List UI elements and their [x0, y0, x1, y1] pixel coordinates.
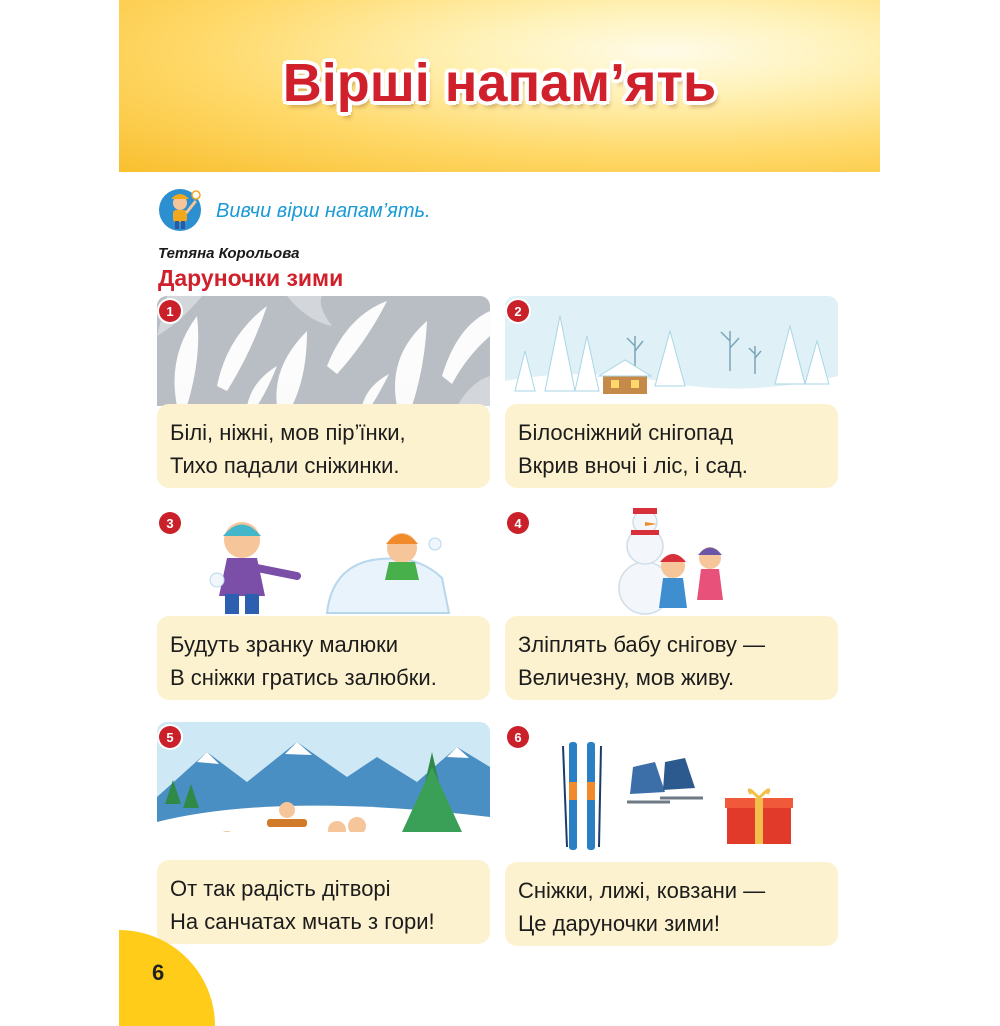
- verse-line: Тихо падали сніжинки.: [170, 453, 400, 478]
- stanza-number-badge: 6: [507, 726, 529, 748]
- verse-line: Зліплять бабу снігову —: [518, 632, 766, 657]
- winter-gifts-illustration: [505, 722, 838, 852]
- verse-line: Білосніжний снігопад: [518, 420, 734, 445]
- stanza-card-3: [157, 508, 490, 718]
- poem-title: Даруночки зими: [158, 265, 344, 291]
- snowman-illustration: [505, 508, 838, 618]
- stanza-number-badge: 1: [159, 300, 181, 322]
- stanza-text: [157, 860, 490, 944]
- stanza-number-badge: 3: [159, 512, 181, 534]
- verse-line: Величезну, мов живу.: [518, 665, 735, 690]
- stanza-card-5: [157, 722, 490, 932]
- mascot-boy-icon: [158, 186, 202, 232]
- stanza-text: [505, 404, 838, 488]
- verse-line: На санчатах мчать з гори!: [170, 909, 435, 934]
- stanza-number-badge: 5: [159, 726, 181, 748]
- sledding-illustration: [157, 722, 490, 832]
- feathers-illustration: [157, 296, 490, 406]
- stanza-card-1: [157, 296, 490, 506]
- stanza-text: [505, 616, 838, 700]
- stanza-number-badge: 2: [507, 300, 529, 322]
- stanza-text: [505, 862, 838, 946]
- stanza-text: [157, 404, 490, 488]
- verse-line: От так радість дітворі: [170, 876, 391, 901]
- stanza-card-4: [505, 508, 838, 718]
- verse-line: В сніжки гратись залюбки.: [170, 665, 437, 690]
- instruction-text: Вивчи вірш напам’ять.: [216, 200, 431, 222]
- verse-line: Сніжки, лижі, ковзани —: [518, 878, 766, 903]
- verse-line: Вкрив вночі і ліс, і сад.: [518, 453, 748, 478]
- stanza-number-badge: 4: [507, 512, 529, 534]
- verse-line: Будуть зранку малюки: [170, 632, 399, 657]
- stanza-card-2: [505, 296, 838, 506]
- page-title: Вірші напам’ять: [282, 53, 717, 113]
- poem-author: Тетяна Корольова: [158, 245, 300, 262]
- kids-snowball-illustration: [157, 508, 490, 618]
- page-number: 6: [152, 960, 165, 985]
- stanza-card-6: [505, 722, 838, 936]
- page-corner: [119, 930, 215, 1026]
- verse-line: Це даруночки зими!: [518, 911, 720, 936]
- stanza-text: [157, 616, 490, 700]
- verse-line: Білі, ніжні, мов пір’їнки,: [170, 420, 406, 445]
- winter-forest-illustration: [505, 296, 838, 406]
